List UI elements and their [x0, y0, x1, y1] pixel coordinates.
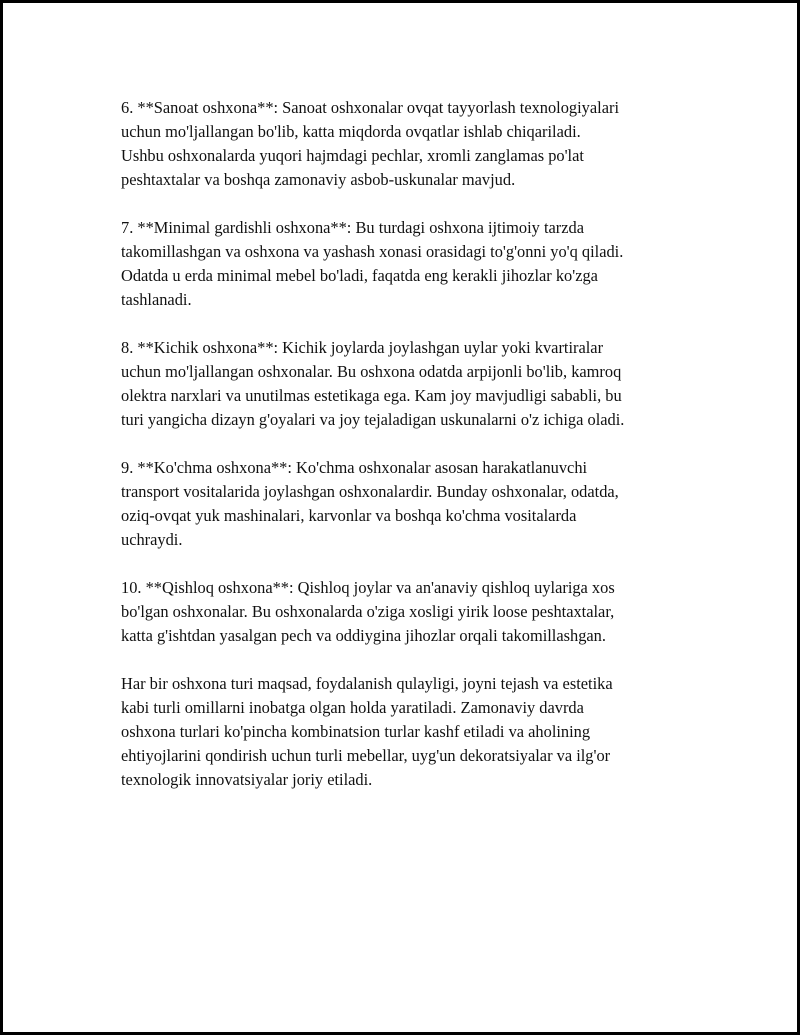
text-line: tashlanadi.	[121, 290, 192, 309]
paragraph-summary	[121, 672, 701, 792]
text-line: olektra narxlari va unutilmas estetikaga ega. Kam joy mavjudligi sababli, bu	[121, 386, 622, 405]
text-line: kabi turli omillarni inobatga olgan holda yaratiladi. Zamonaviy davrda	[121, 698, 584, 717]
paragraph-small-kitchen	[121, 336, 701, 432]
text-line: 7. **Minimal gardishli oshxona**: Bu turdagi oshxona ijtimoiy tarzda	[121, 218, 584, 237]
document-body	[121, 96, 701, 816]
text-line: texnologik innovatsiyalar joriy etiladi.	[121, 770, 373, 789]
paragraph-mobile-kitchen	[121, 456, 701, 552]
text-line: 8. **Kichik oshxona**: Kichik joylarda joylashgan uylar yoki kvartiralar	[121, 338, 604, 357]
text-line: 9. **Ko'chma oshxona**: Ko'chma oshxonalar asosan harakatlanuvchi	[121, 458, 588, 477]
text-line: oziq-ovqat yuk mashinalari, karvonlar va boshqa ko'chma vositalarda	[121, 506, 577, 525]
text-line: 6. **Sanoat oshxona**: Sanoat oshxonalar ovqat tayyorlash texnologiyalari	[121, 98, 619, 117]
text-line: Ushbu oshxonalarda yuqori hajmdagi pechlar, xromli zanglamas po'lat	[121, 146, 584, 165]
text-line: turi yangicha dizayn g'oyalari va joy tejaladigan uskunalarni o'z ichiga oladi.	[121, 410, 625, 429]
text-line: oshxona turlari ko'pincha kombinatsion turlar kashf etiladi va aholining	[121, 722, 591, 741]
text-line: Odatda u erda minimal mebel bo'ladi, faqatda eng kerakli jihozlar ko'zga	[121, 266, 598, 285]
paragraph-minimal-kitchen	[121, 216, 701, 312]
text-line: transport vositalarida joylashgan oshxonalardir. Bunday oshxonalar, odatda,	[121, 482, 619, 501]
paragraph-industrial-kitchen	[121, 96, 701, 192]
text-line: 10. **Qishloq oshxona**: Qishloq joylar va an'anaviy qishloq uylariga xos	[121, 578, 615, 597]
text-line: bo'lgan oshxonalar. Bu oshxonalarda o'ziga xosligi yirik loose peshtaxtalar,	[121, 602, 615, 621]
text-line: ehtiyojlarini qondirish uchun turli mebellar, uyg'un dekoratsiyalar va ilg'or	[121, 746, 611, 765]
text-line: peshtaxtalar va boshqa zamonaviy asbob-uskunalar mavjud.	[121, 170, 516, 189]
text-line: uchun mo'ljallangan bo'lib, katta miqdorda ovqatlar ishlab chiqariladi.	[121, 122, 581, 141]
text-line: takomillashgan va oshxona va yashash xonasi orasidagi to'g'onni yo'q qiladi.	[121, 242, 624, 261]
text-line: Har bir oshxona turi maqsad, foydalanish qulayligi, joyni tejash va estetika	[121, 674, 613, 693]
text-line: katta g'ishtdan yasalgan pech va oddiygina jihozlar orqali takomillashgan.	[121, 626, 606, 645]
text-line: uchraydi.	[121, 530, 183, 549]
paragraph-rural-kitchen	[121, 576, 701, 648]
text-line: uchun mo'ljallangan oshxonalar. Bu oshxona odatda arpijonli bo'lib, kamroq	[121, 362, 622, 381]
